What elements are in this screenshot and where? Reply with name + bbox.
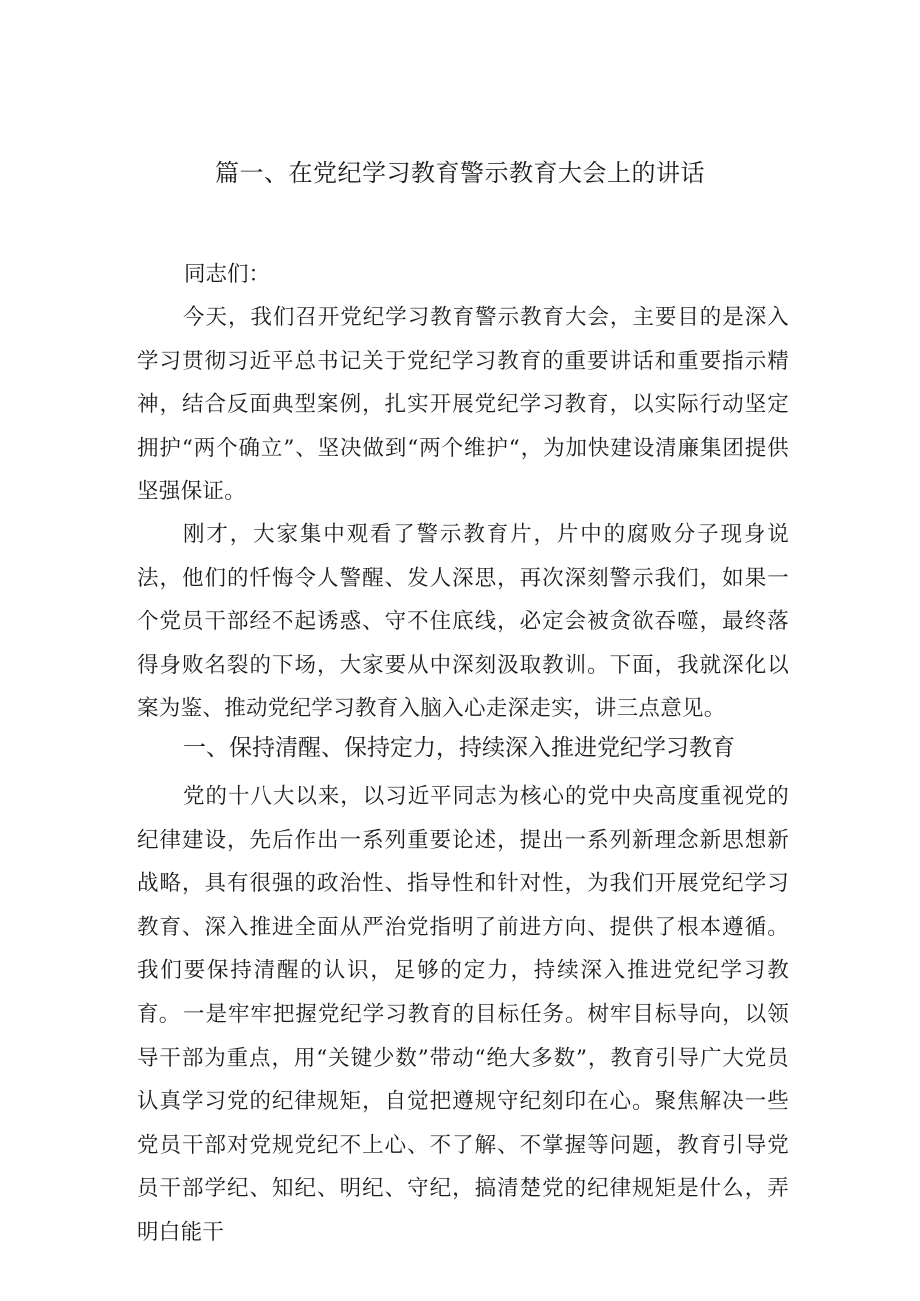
paragraph-opening: 今天，我们召开党纪学习教育警示教育大会，主要目的是深入学习贯彻习近平总书记关于党纪学习教育的重要讲话和重要指示精神，结合反面典型案例，扎实开展党纪学习教育，以实际行动坚定拥护“两个确立”、坚决做到“两个维护“，为加快建设清廉集团提供坚强保证。 <box>137 305 789 505</box>
section-heading: 一、保持清醒、保持定力，持续深入推进党纪学习教育 <box>183 735 735 761</box>
salutation: 同志们： <box>184 262 271 287</box>
document-title: 篇一、在党纪学习教育警示教育大会上的讲话 <box>215 159 705 187</box>
paragraph-warning-film: 刚才，大家集中观看了警示教育片，片中的腐败分子现身说法，他们的忏悔令人警醒、发人深思，再次深刻警示我们，如果一个党员干部经不起诱惑、守不住底线，必定会被贪欲吞噬，最终落得身败名裂的下场，大家要从中深刻汲取教训。下面，我就深化以案为鉴、推动党纪学习教育入脑入心走深走实，讲三点意见。 <box>137 522 789 722</box>
paragraph-section-intro: 党的十八大以来，以习近平同志为核心的党中央高度重视党的纪律建设，先后作出一系列重要论述，提出一系列新理念新思想新战略，具有很强的政治性、指导性和针对性，为我们开展党纪学习教育、深入推进全面从严治党指明了前进方向、提供了根本遵循。我们要保持清醒的认识，足够的定力，持续深入推进党纪学习教育。 <box>137 784 789 1027</box>
paragraph-goal-task: 一是牢牢把握党纪学习教育的目标任务。树牢目标导向，以领导干部为重点，用“关键少数”带动“绝大多数”，教育引导广大党员认真学习党的纪律规矩，自觉把遵规守纪刻印在心。聚焦解决一些党员干部对党规党纪不上心、不了解、不掌握等问题，教育引导党员干部学纪、知纪、明纪、守纪，搞清楚党的纪律规矩是什么，弄明白能干 <box>137 1002 789 1245</box>
